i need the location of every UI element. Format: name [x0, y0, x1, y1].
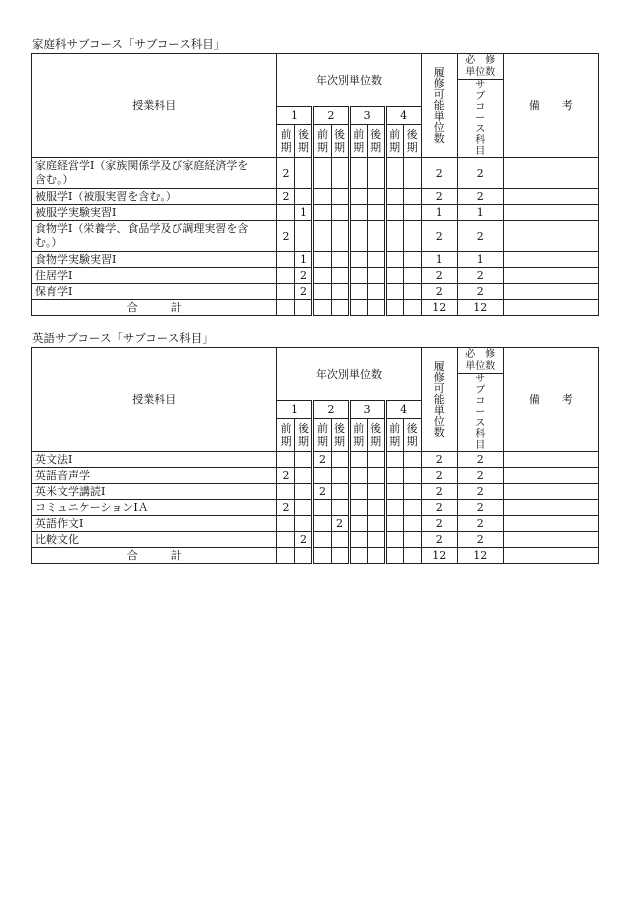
table-row	[32, 252, 599, 268]
term-credit	[349, 284, 367, 300]
term-credit	[277, 452, 295, 468]
term-credit	[277, 284, 295, 300]
header-remarks: 備 考	[503, 348, 598, 452]
course-table-home-economics	[31, 53, 599, 316]
term-credit	[403, 452, 421, 468]
term-credit	[403, 205, 421, 221]
table-row	[32, 500, 599, 516]
term-credit	[403, 532, 421, 548]
term-credit	[277, 532, 295, 548]
remarks	[503, 500, 598, 516]
registrable-credits: 2	[421, 452, 457, 468]
term-credit: 2	[277, 158, 295, 189]
subject-name: 住居学Ⅰ	[32, 268, 277, 284]
subject-name: 被服学Ⅰ（被服実習を含む。）	[32, 189, 277, 205]
registrable-credits: 2	[421, 516, 457, 532]
header-term-second: 後 期	[403, 125, 421, 158]
term-credit	[313, 205, 331, 221]
required-credits: 2	[457, 189, 503, 205]
registrable-credits: 2	[421, 532, 457, 548]
term-credit	[313, 516, 331, 532]
header-term-second: 後 期	[403, 419, 421, 452]
registrable-credits: 2	[421, 468, 457, 484]
header-registrable-credits: 履 修 可 能 単 位 数	[421, 54, 457, 158]
term-credit	[367, 221, 385, 252]
term-credit	[349, 221, 367, 252]
term-credit	[367, 158, 385, 189]
subject-name: 食物学Ⅰ（栄養学、食品学及び調理実習を含 む。）	[32, 221, 277, 252]
subject-name: 被服学実験実習Ⅰ	[32, 205, 277, 221]
term-credit	[313, 468, 331, 484]
term-credit	[331, 284, 349, 300]
term-credit: 2	[313, 452, 331, 468]
term-credit	[331, 205, 349, 221]
registrable-credits: 2	[421, 158, 457, 189]
term-credit	[331, 532, 349, 548]
term-credit	[367, 532, 385, 548]
header-required-credits: 必 修 単位数	[457, 348, 503, 374]
term-credit	[331, 158, 349, 189]
term-credit	[385, 468, 403, 484]
remarks	[503, 532, 598, 548]
remarks	[503, 516, 598, 532]
term-credit	[367, 252, 385, 268]
remarks	[503, 205, 598, 221]
term-credit	[349, 500, 367, 516]
remarks	[503, 284, 598, 300]
term-credit	[349, 205, 367, 221]
registrable-credits: 2	[421, 221, 457, 252]
term-credit	[295, 484, 313, 500]
term-credit	[349, 158, 367, 189]
total-registrable-credits: 12	[421, 548, 457, 564]
header-term-second: 後 期	[367, 125, 385, 158]
header-term-first: 前 期	[313, 125, 331, 158]
term-credit	[313, 221, 331, 252]
term-credit	[331, 189, 349, 205]
term-credit	[313, 252, 331, 268]
term-credit	[331, 452, 349, 468]
header-credits-by-year: 年次別単位数	[277, 348, 421, 401]
required-credits: 1	[457, 252, 503, 268]
table-row	[32, 532, 599, 548]
table-body	[32, 158, 599, 316]
term-credit: 2	[331, 516, 349, 532]
term-credit: 2	[295, 532, 313, 548]
remarks	[503, 468, 598, 484]
section-title-home-economics: 家庭科サブコース「サブコース科目」	[32, 37, 226, 51]
total-row	[32, 300, 599, 316]
header-term-first: 前 期	[349, 125, 367, 158]
term-credit	[385, 516, 403, 532]
term-credit	[349, 468, 367, 484]
total-label: 合 計	[32, 300, 277, 316]
remarks	[503, 484, 598, 500]
term-credit	[313, 500, 331, 516]
header-term-first: 前 期	[385, 125, 403, 158]
registrable-credits: 2	[421, 189, 457, 205]
term-credit	[367, 484, 385, 500]
table-row	[32, 468, 599, 484]
term-credit: 2	[295, 268, 313, 284]
term-credit	[349, 252, 367, 268]
term-credit	[367, 205, 385, 221]
term-credit	[331, 468, 349, 484]
table-row	[32, 221, 599, 252]
registrable-credits: 2	[421, 484, 457, 500]
term-credit	[349, 484, 367, 500]
header-subcourse-subjects: サ ブ コ ー ス 科 目	[457, 374, 503, 452]
table-header	[32, 54, 599, 158]
subject-name: 家庭経営学Ⅰ（家族関係学及び家庭経済学を 含む。）	[32, 158, 277, 189]
registrable-credits: 1	[421, 252, 457, 268]
table-row	[32, 205, 599, 221]
term-credit	[277, 252, 295, 268]
required-credits: 2	[457, 452, 503, 468]
term-credit	[295, 516, 313, 532]
term-credit	[403, 468, 421, 484]
table-row	[32, 158, 599, 189]
term-credit	[295, 189, 313, 205]
term-credit	[277, 484, 295, 500]
term-credit	[295, 452, 313, 468]
term-credit	[385, 158, 403, 189]
subject-name: 食物学実験実習Ⅰ	[32, 252, 277, 268]
term-credit	[403, 268, 421, 284]
remarks	[503, 548, 598, 564]
header-term-second: 後 期	[331, 419, 349, 452]
header-year-4: 4	[385, 107, 421, 125]
term-credit	[331, 484, 349, 500]
term-credit	[295, 158, 313, 189]
header-credits-by-year: 年次別単位数	[277, 54, 421, 107]
term-credit	[349, 532, 367, 548]
header-required-credits: 必 修 単位数	[457, 54, 503, 80]
total-registrable-credits: 12	[421, 300, 457, 316]
table-row	[32, 484, 599, 500]
term-credit	[331, 252, 349, 268]
term-credit: 1	[295, 205, 313, 221]
required-credits: 2	[457, 284, 503, 300]
remarks	[503, 158, 598, 189]
table-body	[32, 452, 599, 564]
term-credit	[313, 532, 331, 548]
term-credit	[313, 268, 331, 284]
term-credit: 2	[277, 189, 295, 205]
total-required-credits: 12	[457, 300, 503, 316]
term-credit: 2	[295, 284, 313, 300]
course-table-english	[31, 347, 599, 564]
term-credit	[385, 205, 403, 221]
header-term-first: 前 期	[277, 419, 295, 452]
required-credits: 2	[457, 484, 503, 500]
total-row	[32, 548, 599, 564]
term-credit: 2	[313, 484, 331, 500]
term-credit	[385, 484, 403, 500]
term-credit	[385, 189, 403, 205]
table-row	[32, 268, 599, 284]
term-credit	[403, 252, 421, 268]
term-credit	[367, 452, 385, 468]
term-credit	[403, 516, 421, 532]
term-credit	[295, 221, 313, 252]
header-term-second: 後 期	[331, 125, 349, 158]
term-credit	[385, 268, 403, 284]
remarks	[503, 452, 598, 468]
remarks	[503, 252, 598, 268]
term-credit	[277, 268, 295, 284]
subject-name: 英文法Ⅰ	[32, 452, 277, 468]
total-required-credits: 12	[457, 548, 503, 564]
remarks	[503, 268, 598, 284]
remarks	[503, 300, 598, 316]
term-credit	[367, 468, 385, 484]
header-year-4: 4	[385, 401, 421, 419]
term-credit	[403, 189, 421, 205]
header-term-second: 後 期	[367, 419, 385, 452]
registrable-credits: 2	[421, 284, 457, 300]
term-credit	[385, 252, 403, 268]
term-credit	[277, 516, 295, 532]
header-term-first: 前 期	[277, 125, 295, 158]
header-subject: 授業科目	[32, 54, 277, 158]
required-credits: 2	[457, 268, 503, 284]
header-year-1: 1	[277, 107, 313, 125]
required-credits: 2	[457, 221, 503, 252]
term-credit	[349, 452, 367, 468]
term-credit	[367, 516, 385, 532]
required-credits: 2	[457, 532, 503, 548]
term-credit	[403, 500, 421, 516]
subject-name: 英米文学講読Ⅰ	[32, 484, 277, 500]
required-credits: 2	[457, 500, 503, 516]
term-credit	[331, 500, 349, 516]
term-credit	[295, 500, 313, 516]
term-credit	[403, 221, 421, 252]
term-credit	[403, 158, 421, 189]
term-credit	[277, 205, 295, 221]
header-term-first: 前 期	[349, 419, 367, 452]
term-credit	[295, 468, 313, 484]
term-credit: 1	[295, 252, 313, 268]
total-label: 合 計	[32, 548, 277, 564]
header-subcourse-subjects: サ ブ コ ー ス 科 目	[457, 80, 503, 158]
header-term-second: 後 期	[295, 125, 313, 158]
term-credit	[331, 268, 349, 284]
header-year-1: 1	[277, 401, 313, 419]
header-year-3: 3	[349, 401, 385, 419]
header-remarks: 備 考	[503, 54, 598, 158]
term-credit	[403, 484, 421, 500]
required-credits: 2	[457, 468, 503, 484]
term-credit	[385, 284, 403, 300]
header-term-second: 後 期	[295, 419, 313, 452]
header-year-2: 2	[313, 401, 349, 419]
registrable-credits: 1	[421, 205, 457, 221]
subject-name: 比較文化	[32, 532, 277, 548]
header-year-2: 2	[313, 107, 349, 125]
remarks	[503, 189, 598, 205]
subject-name: 英語作文Ⅰ	[32, 516, 277, 532]
registrable-credits: 2	[421, 268, 457, 284]
term-credit	[313, 189, 331, 205]
term-credit	[349, 268, 367, 284]
table-row	[32, 452, 599, 468]
term-credit	[313, 284, 331, 300]
required-credits: 2	[457, 158, 503, 189]
term-credit: 2	[277, 500, 295, 516]
subject-name: コミュニケーションⅠＡ	[32, 500, 277, 516]
header-term-first: 前 期	[385, 419, 403, 452]
section-title-english: 英語サブコース「サブコース科目」	[32, 331, 214, 345]
term-credit	[385, 221, 403, 252]
table-row	[32, 189, 599, 205]
header-subject: 授業科目	[32, 348, 277, 452]
table-row	[32, 516, 599, 532]
term-credit	[367, 284, 385, 300]
term-credit: 2	[277, 221, 295, 252]
term-credit	[349, 189, 367, 205]
table-row	[32, 284, 599, 300]
term-credit: 2	[277, 468, 295, 484]
subject-name: 英語音声学	[32, 468, 277, 484]
table-header	[32, 348, 599, 452]
term-credit	[331, 221, 349, 252]
required-credits: 2	[457, 516, 503, 532]
required-credits: 1	[457, 205, 503, 221]
header-term-first: 前 期	[313, 419, 331, 452]
header-year-3: 3	[349, 107, 385, 125]
registrable-credits: 2	[421, 500, 457, 516]
term-credit	[403, 284, 421, 300]
term-credit	[367, 189, 385, 205]
term-credit	[385, 452, 403, 468]
remarks	[503, 221, 598, 252]
subject-name: 保育学Ⅰ	[32, 284, 277, 300]
term-credit	[313, 158, 331, 189]
term-credit	[385, 532, 403, 548]
term-credit	[385, 500, 403, 516]
term-credit	[349, 516, 367, 532]
term-credit	[367, 500, 385, 516]
header-registrable-credits: 履 修 可 能 単 位 数	[421, 348, 457, 452]
term-credit	[367, 268, 385, 284]
